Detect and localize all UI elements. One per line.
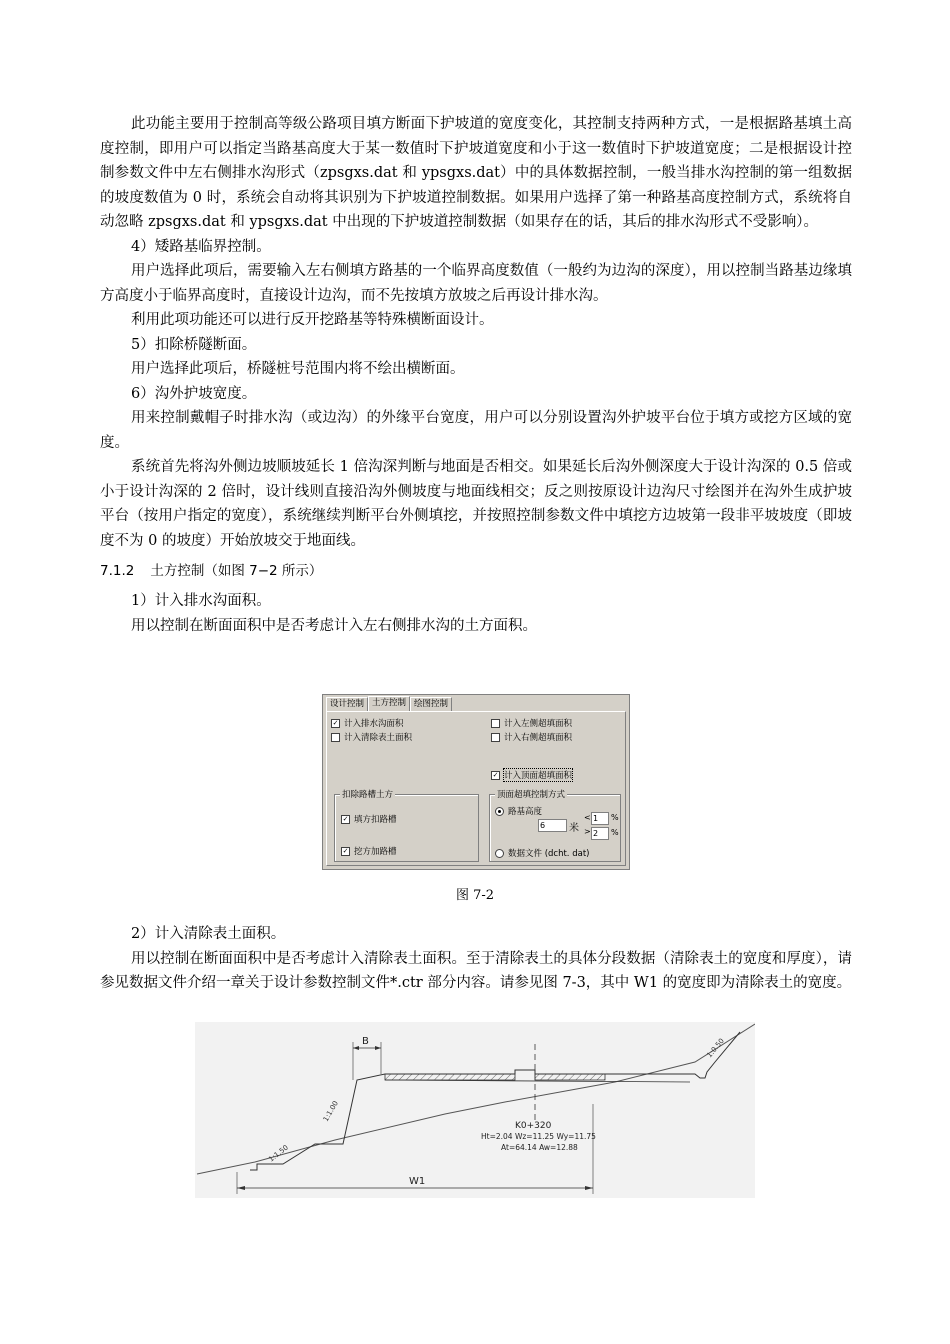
pct2-input[interactable]: 2 [591,827,609,840]
unit-label: 米 [569,823,579,834]
paragraph: 系统首先将沟外侧边坡顺坡延长 1 倍沟深判断与地面是否相交。如果延长后沟外侧深度大于设计沟深的 0.5 倍或小于设计沟深的 2 倍时，设计线则直接沿沟外侧坡度与地面线相交；反之则按原设计边沟尺寸绘图并在沟外生成护坡平台（按用户指定的宽度），系统继续判断平台外侧填挖，并按照控制参数文件中填挖方边坡第一段非平坡坡度（即坡度不为 0 的坡度）开始放坡交于地面线。 [100,459,852,549]
figure-caption: 图 7-2 [455,888,495,903]
paragraph: 用来控制戴帽子时排水沟（或边沟）的外缘平台宽度，用户可以分别设置沟外护坡平台位于填方或挖方区域的宽度。 [100,410,852,451]
tab-panel [326,711,626,866]
list-item-4: 4）矮路基临界控制。 [131,238,271,255]
body-text-bottom [100,922,852,996]
slope-label: 1:1.00 [321,1099,340,1123]
radio-button [495,807,504,816]
tab-earthwork-control[interactable]: 土方控制 [368,696,410,711]
drain-area-checkbox[interactable] [331,717,404,729]
overfill-mode-groupbox [489,790,621,862]
tab-drawing-control[interactable]: 绘图控制 [410,697,452,712]
cross-section-svg [195,1022,755,1198]
checkbox-label: 挖方加路槽 [354,847,397,857]
pavement-hatch [385,1074,515,1080]
tab-strip [326,697,452,712]
list-item-1: 1）计入排水沟面积。 [131,593,271,609]
checkbox-box: ✓ [492,770,499,779]
height-values: Ht=2.04 Wz=11.25 Wy=11.75 [481,1132,596,1141]
datafile-radio[interactable] [495,847,589,859]
pct1-input[interactable]: 1 [591,812,609,825]
groupbox-title: 扣除路槽土方 [342,790,394,800]
section-heading [100,559,852,583]
cross-section-drawing [195,1022,755,1198]
height-value-input[interactable]: 6 [538,819,567,832]
top-overfill-checkbox[interactable] [491,769,572,781]
paragraph: 用以控制在断面面积中是否考虑计入清除表土面积。至于清除表土的具体分段数据（清除表土的宽度和厚度），请参见数据文件介绍一章关于设计参数控制文件*.ctr 部分内容。请参见图 7-3，其中 W1 的宽度即为清除表土的宽度。 [100,950,852,991]
fill-trench-checkbox[interactable] [341,813,397,825]
area-values: At=64.14 Aw=12.88 [501,1143,578,1152]
body-text-top [100,112,852,638]
height-radio[interactable] [495,805,542,817]
trench-groupbox [334,790,479,862]
list-item-2: 2）计入清除表土面积。 [131,926,286,942]
left-overfill-checkbox[interactable] [491,717,572,729]
dim-arrow [353,1046,359,1050]
list-item-5: 5）扣除桥隧断面。 [131,336,257,353]
checkbox-label: 填方扣路槽 [354,815,397,825]
label-w1: W1 [409,1176,426,1187]
groupbox-title: 顶面超填控制方式 [497,790,566,800]
checkbox-label: 计入顶面超填面积 [504,771,573,781]
slope-label: 1:1.50 [267,1143,290,1164]
slope-label: 1:0.50 [705,1036,726,1060]
station-label: K0+320 [515,1121,552,1131]
roadbed-line [385,1032,740,1078]
percent-sign: % [611,828,619,837]
radio-label: 路基高度 [508,807,543,817]
cut-trench-checkbox[interactable] [341,845,397,857]
dim-arrow [585,1186,593,1190]
checkbox-label: 计入右侧超填面积 [504,733,573,743]
paragraph: 用户选择此项后，需要输入左右侧填方路基的一个临界高度数值（一般约为边沟的深度），用以控制当路基边缘填方高度小于临界高度时，直接设计边沟，而不先按填方放坡之后再设计排水沟。 [100,263,852,304]
checkbox-box [331,733,340,742]
checkbox-box [491,733,500,742]
list-item-6: 6）沟外护坡宽度。 [131,385,257,402]
radio-button [495,849,504,858]
checkbox-box: ✓ [342,814,349,823]
paragraph: 此功能主要用于控制高等级公路项目填方断面下护坡道的宽度变化，其控制支持两种方式，一是根据路基填土高度控制，即用户可以指定当路基高度大于某一数值时下护坡道宽度和小于这一数值时下护坡道宽度；二是根据设计控制参数文件中左右侧排水沟形式（zpsgxs.dat 和 ypsgxs.dat）中的具体数据控制，一般当排水沟控制的第一组数据的坡度数值为 0 时，系统会自动将其识别为下护坡道控制数据。如果用户选择了第一种路基高度控制方式，系统将自动忽略 zpsgxs.dat 和 ypsgxs.dat 中出现的下护坡道控制数据（如果存在的话，其后的排水沟形式不受影响）。 [100,116,852,230]
less-than-sign: < [584,813,591,822]
paragraph: 用户选择此项后，桥隧桩号范围内将不绘出横断面。 [131,361,465,377]
pavement-hatch [535,1074,605,1080]
right-overfill-checkbox[interactable] [491,731,572,743]
greater-than-sign: > [584,827,591,836]
checkbox-box [491,719,500,728]
dim-arrow [237,1186,245,1190]
clear-topsoil-checkbox[interactable] [331,731,412,743]
paragraph: 利用此项功能还可以进行反开挖路基等特殊横断面设计。 [131,312,494,328]
checkbox-box: ✓ [332,718,339,727]
earthwork-control-dialog [322,694,630,870]
dim-arrow [375,1046,381,1050]
percent-sign: % [611,813,619,822]
checkbox-label: 计入排水沟面积 [344,719,404,729]
section-title: 土方控制（如图 7−2 所示） [150,563,323,579]
tab-design-control[interactable]: 设计控制 [326,697,368,712]
paragraph: 用以控制在断面面积中是否考虑计入左右侧排水沟的土方面积。 [131,617,537,634]
checkbox-label: 计入左侧超填面积 [504,719,573,729]
radio-label: 数据文件 (dcht. dat) [508,849,590,859]
section-number: 7.1.2 [100,563,135,579]
checkbox-label: 计入清除表土面积 [344,733,413,743]
label-b: B [362,1036,369,1047]
checkbox-box: ✓ [342,846,349,855]
